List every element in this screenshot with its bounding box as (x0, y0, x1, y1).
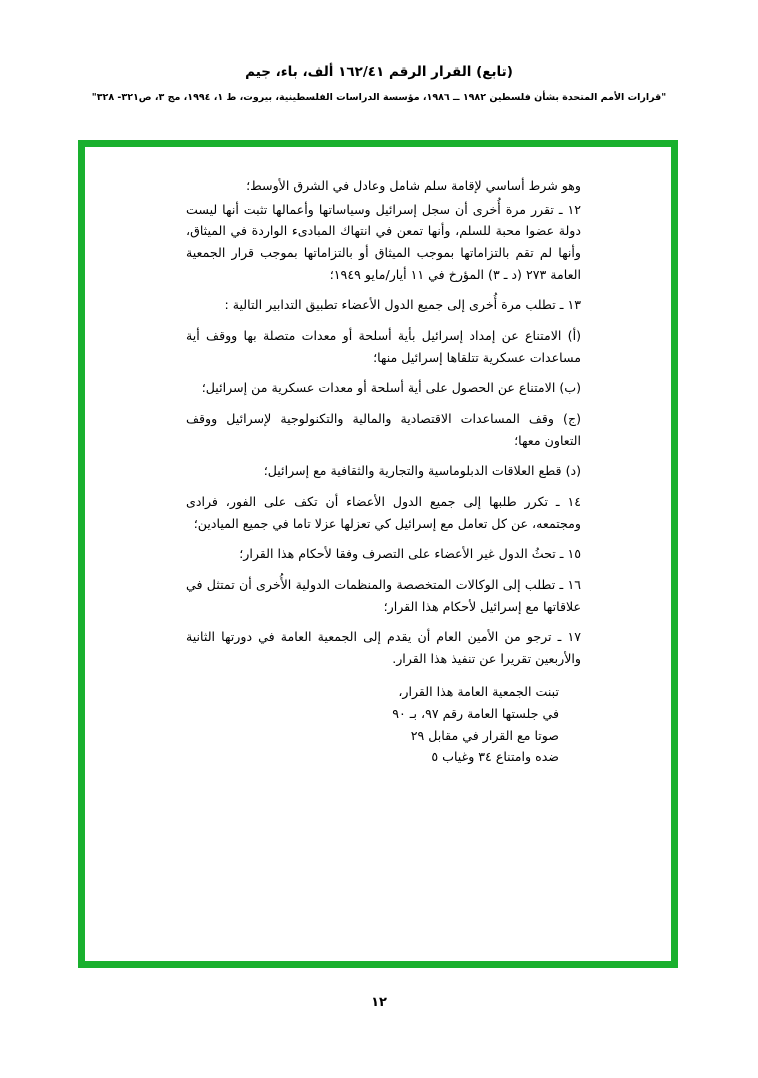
document-source-citation: "قرارات الأمم المتحدة بشأن فلسطين ١٩٨٢ ــ ١٩٨٦، مؤسسة الدراسات الفلسطينية، بيروت، ط ١، ١٩٩٤، مج ٣، ص٣٢١- ٣٢٨" (91, 92, 667, 104)
body-paragraph: ١٦ ـ تطلب إلى الوكالات المتخصصة والمنظمات الدولية الأُخرى أن تمتثل في علاقاتها مع إسرائيل لأحكام هذا القرار؛ (186, 576, 581, 614)
body-paragraph: (أ) الامتناع عن إمداد إسرائيل بأية أسلحة أو معدات متصلة بها ووقف أية مساعدات عسكرية تتلقاها إسرائيل منها؛ (186, 327, 581, 365)
document-title: (تابع) القرار الرقم ١٦٢/٤١ ألف، باء، جيم (245, 64, 513, 80)
page-header (0, 62, 758, 106)
closing-block (186, 681, 581, 768)
body-paragraph: وهو شرط أساسي لإقامة سلم شامل وعادل في الشرق الأوسط؛ (246, 178, 581, 193)
body-paragraph: ١٢ ـ تقرر مرة أُخرى أن سجل إسرائيل وسياساتها وأعمالها تثبت أنها ليست دولة عضوا محبة للسلم، وأنها تمعن في انتهاك المبادىء الواردة في الميثاق، وأنها لم تقم بالتزاماتها بموجب الميثاق أو بالتزاماتها بموجب قرار الجمعية العامة ٢٧٣ (د ـ ٣) المؤرخ في ١١ أيار/مايو ١٩٤٩؛ (186, 201, 581, 282)
closing-line: صوتا مع القرار في مقابل ٢٩ (410, 727, 559, 743)
body-paragraph: (ج) وقف المساعدات الاقتصادية والمالية والتكنولوجية لإسرائيل ووقف التعاون معها؛ (186, 410, 581, 448)
body-paragraph: ١٧ ـ ترجو من الأمين العام أن يقدم إلى الجمعية العامة في دورتها الثانية والأربعين تقريرا عن تنفيذ هذا القرار. (186, 629, 581, 666)
document-body (186, 175, 581, 768)
page-number: ١٢ (371, 995, 387, 1010)
body-paragraph: ١٥ ـ تحثُ الدول غير الأعضاء على التصرف وفقا لأحكام هذا القرار؛ (239, 546, 581, 562)
green-content-frame (78, 140, 678, 968)
closing-line: ضده وامتناع ٣٤ وغياب ٥ (431, 749, 559, 765)
body-paragraph: ١٤ ـ تكرر طلبها إلى جميع الدول الأعضاء أن تكف على الفور، فرادى ومجتمعه، عن كل تعامل مع إسرائيل كي تعزلها عزلا تاما في جميع الميادين؛ (186, 493, 581, 531)
closing-line: في جلستها العامة رقم ٩٧، بـ ٩٠ (392, 706, 559, 722)
body-paragraph: ١٣ ـ تطلب مرة أُخرى إلى جميع الدول الأعضاء تطبيق التدابير التالية : (224, 297, 581, 313)
closing-line: تبنت الجمعية العامة هذا القرار، (398, 684, 559, 700)
body-paragraph: (ب) الامتناع عن الحصول على أية أسلحة أو معدات عسكرية من إسرائيل؛ (201, 380, 581, 396)
body-paragraph: (د) قطع العلاقات الدبلوماسية والتجارية والثقافية مع إسرائيل؛ (263, 463, 581, 479)
